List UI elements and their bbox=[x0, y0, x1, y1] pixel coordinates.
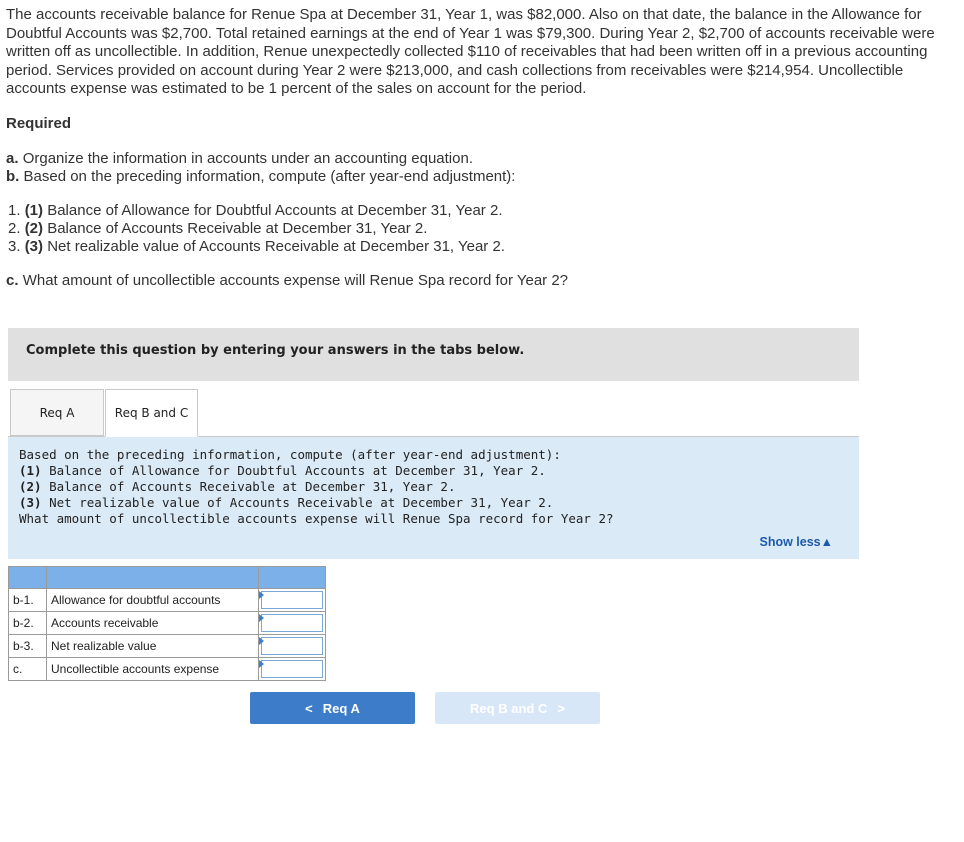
part-b-letter: b. bbox=[6, 168, 20, 185]
row-label: c. bbox=[9, 658, 47, 681]
num-1-tag: (1) bbox=[24, 202, 44, 219]
next-label: Req B and C bbox=[470, 700, 548, 716]
answer-input-c[interactable] bbox=[259, 658, 326, 681]
instruction-bar bbox=[8, 328, 859, 381]
input-marker-icon bbox=[259, 591, 264, 599]
triangle-up-icon: ▲ bbox=[820, 535, 833, 549]
input-marker-icon bbox=[259, 637, 264, 645]
row-label: b-1. bbox=[9, 589, 47, 612]
part-a bbox=[6, 150, 515, 168]
row-description: Uncollectible accounts expense bbox=[47, 658, 259, 681]
panel-line-3 bbox=[19, 495, 614, 511]
question-panel bbox=[8, 437, 859, 559]
part-a-letter: a. bbox=[6, 150, 19, 167]
prev-label: Req A bbox=[322, 700, 360, 716]
table-row bbox=[9, 612, 326, 635]
answer-input-b2[interactable] bbox=[259, 612, 326, 635]
num-1-text: Balance of Allowance for Doubtful Accounts at December 31, Year 2. bbox=[47, 202, 503, 219]
parts-list bbox=[6, 150, 515, 186]
show-less-label[interactable]: Show less bbox=[759, 535, 821, 549]
input-box[interactable] bbox=[261, 637, 323, 655]
table-row bbox=[9, 635, 326, 658]
table-row bbox=[9, 589, 326, 612]
panel-line-0: Based on the preceding information, compute (after year-end adjustment): bbox=[19, 447, 561, 462]
header-cell bbox=[47, 567, 259, 589]
num-3: 3. bbox=[8, 238, 21, 255]
show-less-link[interactable] bbox=[759, 534, 833, 550]
numbered-list bbox=[8, 202, 505, 256]
numbered-item-2 bbox=[8, 220, 505, 238]
panel-line-2 bbox=[19, 479, 614, 495]
row-description: Allowance for doubtful accounts bbox=[47, 589, 259, 612]
part-c-text: What amount of uncollectible accounts expense will Renue Spa record for Year 2? bbox=[22, 272, 569, 289]
panel-text bbox=[19, 447, 614, 527]
input-marker-icon bbox=[259, 614, 264, 622]
tab-req-a[interactable]: Req A bbox=[10, 389, 104, 436]
instruction-text: Complete this question by entering your answers in the tabs below. bbox=[26, 343, 525, 358]
row-description: Net realizable value bbox=[47, 635, 259, 658]
num-2: 2. bbox=[8, 220, 21, 237]
table-row bbox=[9, 658, 326, 681]
row-label: b-2. bbox=[9, 612, 47, 635]
part-a-text: Organize the information in accounts under an accounting equation. bbox=[22, 150, 473, 167]
panel-text-2: Balance of Accounts Receivable at December 31, Year 2. bbox=[41, 479, 456, 494]
panel-tag-3: (3) bbox=[19, 495, 42, 510]
panel-text-1: Balance of Allowance for Doubtful Accounts at December 31, Year 2. bbox=[41, 463, 546, 478]
num-3-text: Net realizable value of Accounts Receivable at December 31, Year 2. bbox=[47, 238, 505, 255]
panel-tag-2: (2) bbox=[19, 479, 42, 494]
problem-statement: The accounts receivable balance for Renue Spa at December 31, Year 1, was $82,000. Also on that date, the balance in the Allowance for Doubtful Accounts was $2,700. Total retained earnings at the end of Year 1 was $79,300. During Year 2, $2,700 of accounts receivable were written off as uncollectible. In addition, Renue unexpectedly collected $110 of receivables that had been written off in a previous accounting period. Services provided on account during Year 2 were $213,000, and cash collections from receivables were $214,954. Uncollectible accounts expense was estimated to be 1 percent of the sales on account for the period. bbox=[6, 6, 935, 97]
chevron-right-icon: > bbox=[557, 700, 565, 716]
part-c bbox=[6, 272, 568, 289]
part-c-letter: c. bbox=[6, 272, 19, 289]
header-cell bbox=[259, 567, 326, 589]
row-label: b-3. bbox=[9, 635, 47, 658]
panel-line-4: What amount of uncollectible accounts expense will Renue Spa record for Year 2? bbox=[19, 511, 614, 526]
numbered-item-1 bbox=[8, 202, 505, 220]
chevron-left-icon: < bbox=[305, 700, 313, 716]
row-description: Accounts receivable bbox=[47, 612, 259, 635]
input-box[interactable] bbox=[261, 591, 323, 609]
required-heading: Required bbox=[6, 115, 72, 132]
next-button[interactable] bbox=[435, 692, 600, 724]
table-header-row bbox=[9, 567, 326, 589]
answer-table bbox=[8, 566, 326, 681]
tab-req-b-and-c[interactable]: Req B and C bbox=[105, 389, 198, 437]
part-b bbox=[6, 168, 515, 186]
prev-button[interactable] bbox=[250, 692, 415, 724]
numbered-item-3 bbox=[8, 238, 505, 256]
num-2-text: Balance of Accounts Receivable at December 31, Year 2. bbox=[47, 220, 428, 237]
input-box[interactable] bbox=[261, 614, 323, 632]
header-cell bbox=[9, 567, 47, 589]
input-box[interactable] bbox=[261, 660, 323, 678]
part-b-text: Based on the preceding information, compute (after year-end adjustment): bbox=[23, 168, 516, 185]
num-1: 1. bbox=[8, 202, 21, 219]
answer-input-b1[interactable] bbox=[259, 589, 326, 612]
answer-input-b3[interactable] bbox=[259, 635, 326, 658]
num-3-tag: (3) bbox=[24, 238, 44, 255]
panel-line-1 bbox=[19, 463, 614, 479]
input-marker-icon bbox=[259, 660, 264, 668]
panel-text-3: Net realizable value of Accounts Receivable at December 31, Year 2. bbox=[41, 495, 554, 510]
num-2-tag: (2) bbox=[24, 220, 44, 237]
panel-tag-1: (1) bbox=[19, 463, 42, 478]
